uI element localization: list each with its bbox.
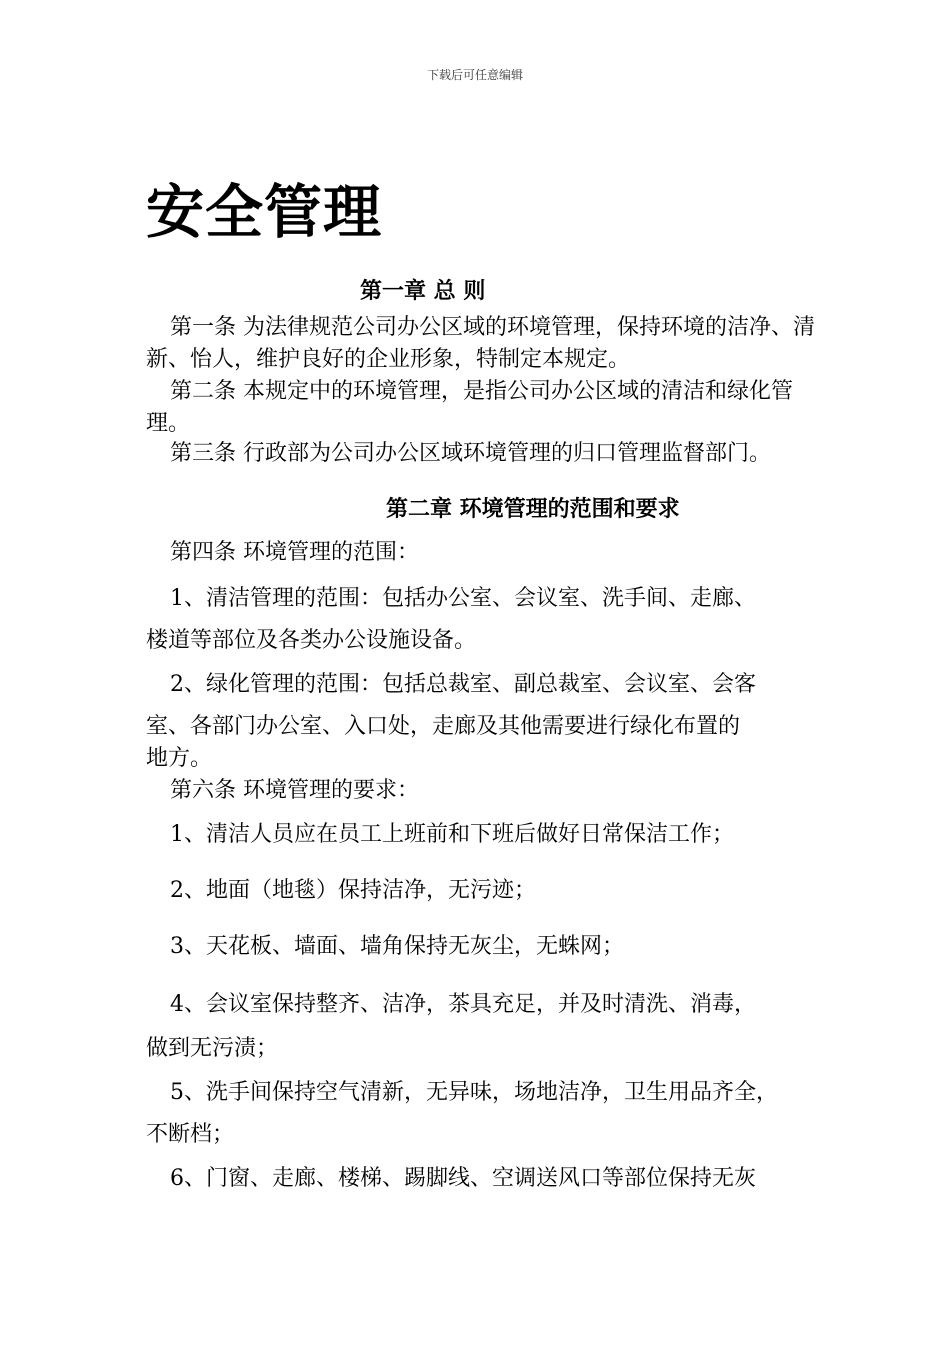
document-title: 安全管理 — [146, 178, 383, 246]
article-4-title: 第四条 环境管理的范围： — [170, 540, 419, 565]
article-2: 第二条 本规定中的环境管理，是指公司办公区域的清洁和绿化管理。 — [146, 379, 793, 436]
article-4-item-1-line-1: 1、清洁管理的范围：包括办公室、会议室、洗手间、走廊、 — [170, 586, 756, 611]
chapter2-heading: 第二章 环境管理的范围和要求 — [386, 496, 680, 522]
chapter1-heading: 第一章 总 则 — [360, 278, 486, 304]
article-4-item-1-line-2: 楼道等部位及各类办公设施设备。 — [146, 628, 477, 653]
article-6-title: 第六条 环境管理的要求： — [170, 778, 419, 803]
article-4-item-2-line-1: 2、绿化管理的范围：包括总裁室、副总裁室、会议室、会客 — [170, 672, 756, 697]
article-3: 第三条 行政部为公司办公区域环境管理的归口管理监督部门。 — [170, 441, 771, 466]
article-6-item-2: 2、地面（地毯）保持洁净，无污迹； — [170, 878, 536, 903]
article-1: 第一条 为法律规范公司办公区域的环境管理，保持环境的洁净、清新、怡人，维护良好的企业形象，特制定本规定。 — [146, 315, 815, 372]
article-6-item-5-line-2: 不断档； — [146, 1122, 235, 1147]
article-6-item-3: 3、天花板、墙面、墙角保持无灰尘，无蛛网； — [170, 934, 624, 959]
article-4-item-2-line-3: 地方。 — [146, 746, 213, 771]
article-6-item-1: 1、清洁人员应在员工上班前和下班后做好日常保洁工作； — [170, 822, 734, 847]
article-6-item-5-line-1: 5、洗手间保持空气清新，无异味，场地洁净，卫生用品齐全， — [170, 1080, 778, 1105]
header-note: 下载后可任意编辑 — [426, 68, 523, 82]
article-6-item-6: 6、门窗、走廊、楼梯、踢脚线、空调送风口等部位保持无灰 — [170, 1166, 756, 1191]
article-6-item-4-line-2: 做到无污渍； — [146, 1036, 279, 1061]
article-6-item-4-line-1: 4、会议室保持整齐、洁净，茶具充足，并及时清洗、消毒， — [170, 992, 756, 1017]
article-4-item-2-line-2: 室、各部门办公室、入口处，走廊及其他需要进行绿化布置的 — [146, 714, 741, 739]
